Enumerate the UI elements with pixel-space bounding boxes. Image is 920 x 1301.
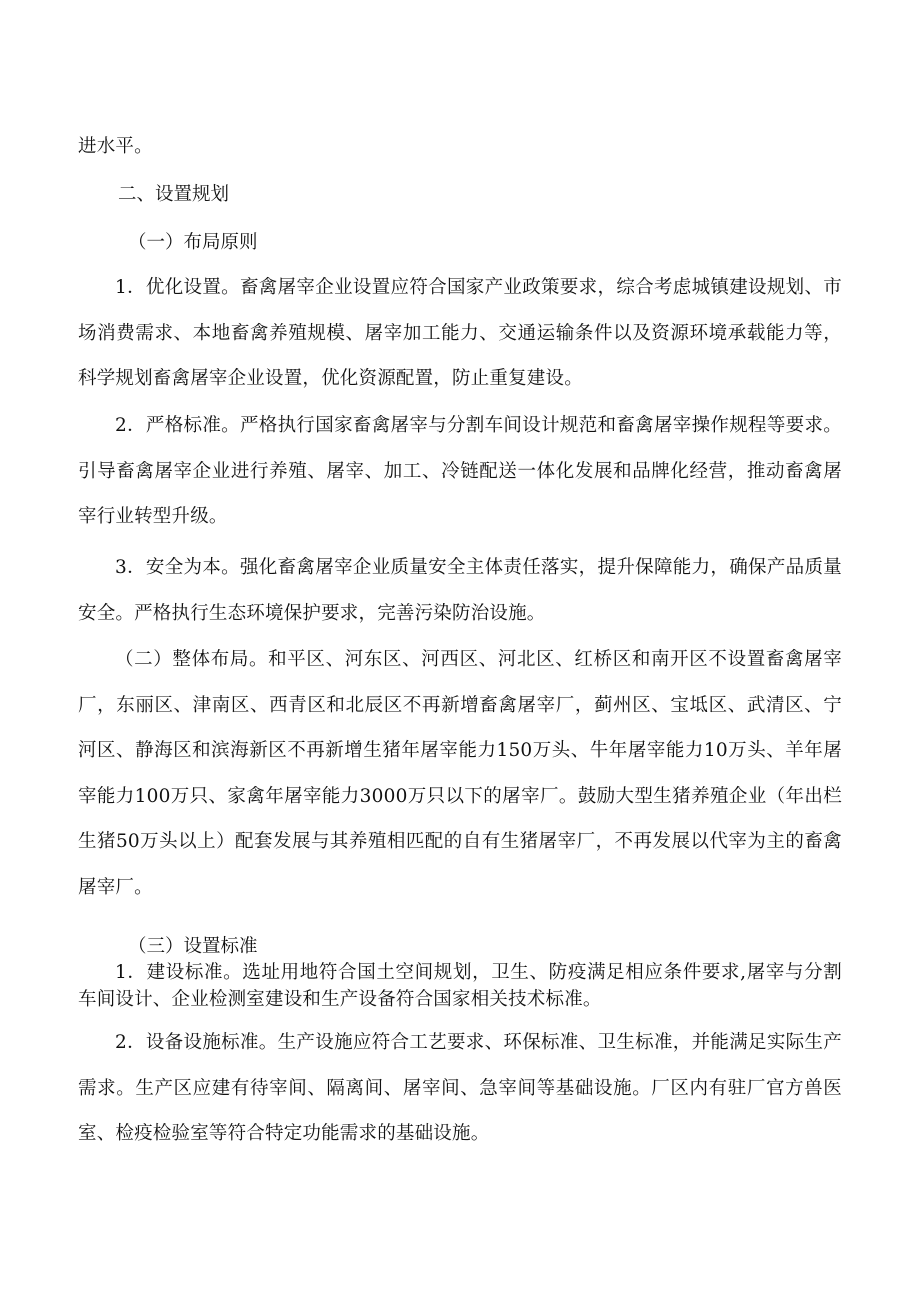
subsection-heading-layout-principles: （一）布局原则 — [128, 232, 258, 253]
paragraph-safety-first: 3．安全为本。强化畜禽屠宰企业质量安全主体责任落实，提升保障能力，确保产品质量安全。严格执行生态环境保护要求，完善污染防治设施。 — [78, 557, 842, 624]
paragraph-overall-layout: （二）整体布局。和平区、河东区、河西区、河北区、红桥区和南开区不设置畜禽屠宰厂，东丽区、津南区、西青区和北辰区不再新增畜禽屠宰厂，蓟州区、宝坻区、武清区、宁河区、静海区和滨海新区不再新增生猪年屠宰能力150万头、牛年屠宰能力10万头、羊年屠宰能力100万只、家禽年屠宰能力3000万只以下的屠宰厂。鼓励大型生猪养殖企业（年出栏生猪50万头以上）配套发展与其养殖相匹配的自有生猪屠宰厂，不再发展以代宰为主的畜禽屠宰厂。 — [78, 649, 842, 898]
subsection-heading-setup-standards: （三）设置标准 — [128, 936, 258, 957]
section-heading: 二、设置规划 — [118, 184, 230, 205]
paragraph-strict-standards: 2．严格标准。严格执行国家畜禽屠宰与分割车间设计规范和畜禽屠宰操作规程等要求。引导畜禽屠宰企业进行养殖、屠宰、加工、冷链配送一体化发展和品牌化经营，推动畜禽屠宰行业转型升级。 — [78, 415, 842, 527]
paragraph-optimize-setup: 1．优化设置。畜禽屠宰企业设置应符合国家产业政策要求，综合考虑城镇建设规划、市场消费需求、本地畜禽养殖规模、屠宰加工能力、交通运输条件以及资源环境承载能力等，科学规划畜禽屠宰企业设置，优化资源配置，防止重复建设。 — [78, 277, 842, 389]
continuation-text: 进水平。 — [78, 136, 153, 157]
paragraph-construction-standards: 1．建设标准。选址用地符合国土空间规划，卫生、防疫满足相应条件要求,屠宰与分割车间设计、企业检测室建设和生产设备符合国家相关技术标准。 — [78, 962, 842, 1010]
paragraph-equipment-standards: 2．设备设施标准。生产设施应符合工艺要求、环保标准、卫生标准，并能满足实际生产需求。生产区应建有待宰间、隔离间、屠宰间、急宰间等基础设施。厂区内有驻厂官方兽医室、检疫检验室等符合特定功能需求的基础设施。 — [78, 1032, 842, 1144]
